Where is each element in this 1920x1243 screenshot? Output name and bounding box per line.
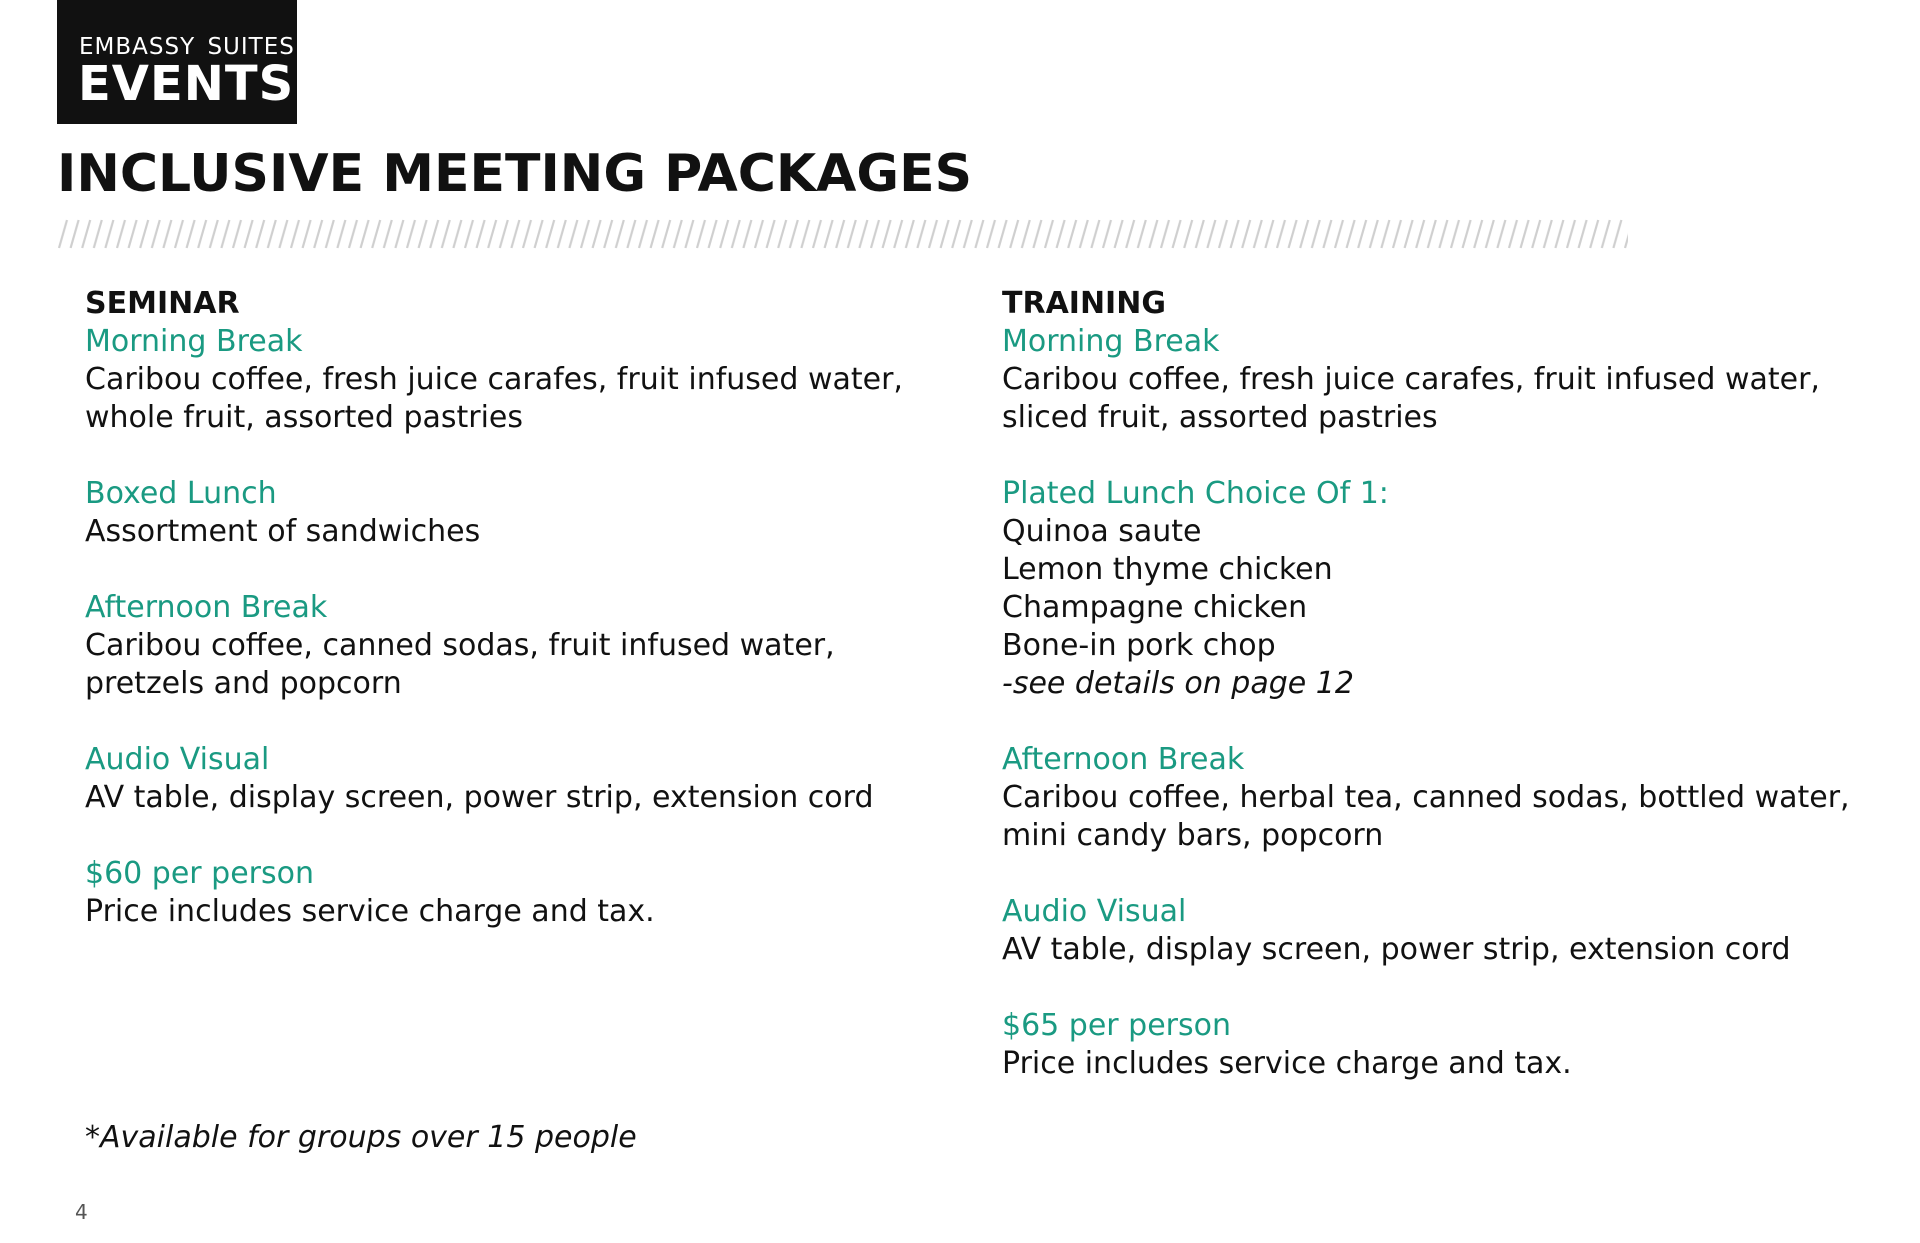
embassy-suites-events-logo bbox=[57, 0, 297, 124]
seminar-av-label: Audio Visual bbox=[85, 742, 270, 777]
training-price-label: $65 per person bbox=[1002, 1008, 1231, 1043]
training-column bbox=[1002, 285, 1882, 1083]
training-av-label: Audio Visual bbox=[1002, 894, 1187, 929]
seminar-morning-break-text: Caribou coffee, fresh juice carafes, fruit infused water, whole fruit, assorted pastries bbox=[85, 362, 903, 435]
seminar-afternoon-break-text: Caribou coffee, canned sodas, fruit infused water, pretzels and popcorn bbox=[85, 628, 835, 701]
training-lunch-label: Plated Lunch Choice Of 1: bbox=[1002, 476, 1389, 511]
page-title: INCLUSIVE MEETING PACKAGES bbox=[57, 144, 973, 204]
seminar-lunch-text: Assortment of sandwiches bbox=[85, 514, 481, 549]
hatch-divider bbox=[58, 219, 1628, 249]
training-lunch-item: Quinoa saute bbox=[1002, 514, 1202, 549]
training-lunch-item: Bone-in pork chop bbox=[1002, 628, 1276, 663]
seminar-price-text: Price includes service charge and tax. bbox=[85, 894, 655, 929]
training-lunch-item: Lemon thyme chicken bbox=[1002, 552, 1333, 587]
training-morning-break-label: Morning Break bbox=[1002, 324, 1220, 359]
seminar-av-text: AV table, display screen, power strip, extension cord bbox=[85, 780, 874, 815]
training-afternoon-break-label: Afternoon Break bbox=[1002, 742, 1245, 777]
logo-events-text: EVENTS bbox=[78, 56, 295, 112]
logo-brand-text: EMBASSY SUITES bbox=[79, 34, 295, 60]
seminar-heading: SEMINAR bbox=[85, 286, 240, 321]
seminar-column bbox=[85, 285, 955, 931]
availability-footnote: *Available for groups over 15 people bbox=[85, 1120, 637, 1155]
training-av-text: AV table, display screen, power strip, extension cord bbox=[1002, 932, 1791, 967]
seminar-price-label: $60 per person bbox=[85, 856, 314, 891]
training-heading: TRAINING bbox=[1002, 286, 1166, 321]
seminar-morning-break-label: Morning Break bbox=[85, 324, 303, 359]
training-price-text: Price includes service charge and tax. bbox=[1002, 1046, 1572, 1081]
training-lunch-note: -see details on page 12 bbox=[1002, 666, 1354, 701]
page-number: 4 bbox=[75, 1200, 88, 1224]
training-morning-break-text: Caribou coffee, fresh juice carafes, fruit infused water, sliced fruit, assorted pastries bbox=[1002, 362, 1820, 435]
seminar-afternoon-break-label: Afternoon Break bbox=[85, 590, 328, 625]
training-lunch-item: Champagne chicken bbox=[1002, 590, 1308, 625]
training-afternoon-break-text: Caribou coffee, herbal tea, canned sodas, bottled water, mini candy bars, popcorn bbox=[1002, 780, 1850, 853]
seminar-lunch-label: Boxed Lunch bbox=[85, 476, 277, 511]
